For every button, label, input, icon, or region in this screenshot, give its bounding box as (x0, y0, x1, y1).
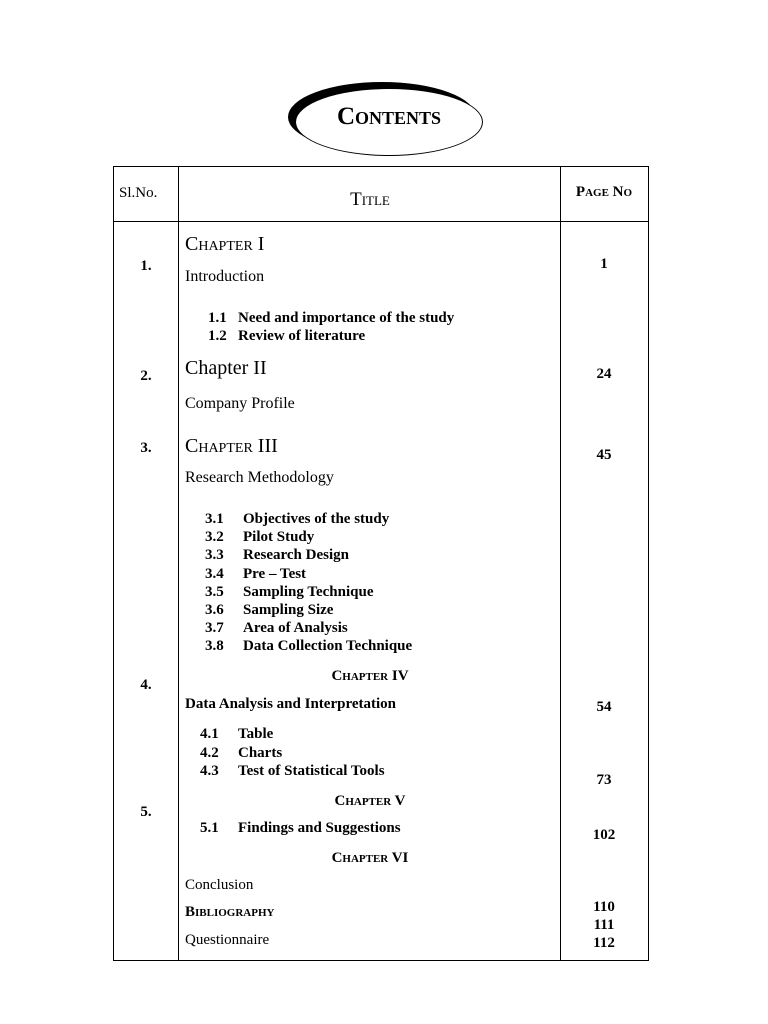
subsection-label: Test of Statistical Tools (238, 763, 385, 779)
subsection-label: Pre – Test (243, 566, 307, 582)
chapter-1-sl: 1. (140, 258, 152, 274)
subsection-number: 4.2 (200, 745, 219, 761)
subsection-3-6 (205, 602, 333, 619)
chapter-1-name: Chapter I (185, 233, 265, 255)
chapter-4-name: Chapter IV (331, 668, 409, 684)
subsection-4-2 (200, 745, 282, 762)
subsection-label: Pilot Study (243, 529, 315, 545)
conclusion-page: 110 (593, 899, 615, 915)
header-sl-no: Sl.No. (119, 185, 158, 201)
subsection-number: 3.6 (205, 602, 224, 618)
bibliography-label: Bibliography (185, 904, 275, 920)
questionnaire-label: Questionnaire (185, 932, 270, 948)
chapter-3-name: Chapter III (185, 435, 278, 457)
chapter-1-title: Introduction (185, 268, 265, 285)
chapter-5-name: Chapter V (334, 793, 406, 809)
subsection-number: 1.2 (208, 328, 227, 344)
subsection-number: 3.2 (205, 529, 224, 545)
chapter-3-sl: 3. (140, 440, 152, 456)
subsection-number: 3.5 (205, 584, 224, 600)
subsection-label: Area of Analysis (243, 620, 348, 636)
conclusion-label: Conclusion (185, 877, 254, 893)
subsection-label: Sampling Size (243, 602, 334, 618)
subsection-number: 3.7 (205, 620, 224, 636)
subsection-label: Charts (238, 745, 283, 761)
subsection-label: Research Design (243, 547, 349, 563)
subsection-3-3 (205, 547, 349, 564)
header-page-no: Page No (575, 184, 633, 200)
subsection-label: Sampling Technique (243, 584, 374, 600)
column-divider-left (178, 166, 179, 961)
header-title: Title (350, 189, 390, 210)
subsection-5-1 (200, 820, 401, 837)
chapter-2-sl: 2. (140, 368, 152, 384)
subsection-number: 3.4 (205, 566, 224, 582)
chapter-2-title: Company Profile (185, 395, 295, 412)
subsection-number: 3.8 (205, 638, 224, 654)
page-heading: Contents (336, 103, 442, 130)
subsection-label: Need and importance of the study (238, 310, 455, 326)
subsection-4-1 (200, 726, 273, 743)
subsection-3-1 (205, 511, 389, 528)
questionnaire-page: 112 (593, 935, 615, 951)
subsection-label: Review of literature (238, 328, 366, 344)
header-divider (113, 221, 649, 222)
chapter-5-page: 102 (592, 827, 616, 843)
subsection-label: Findings and Suggestions (238, 820, 401, 836)
chapter-2-page: 24 (596, 366, 612, 382)
subsection-3-8 (205, 638, 412, 655)
subsection-3-2 (205, 529, 314, 546)
chapter-3-title: Research Methodology (185, 469, 334, 486)
bibliography-page: 111 (593, 917, 615, 933)
chapter-2-name: Chapter II (185, 357, 267, 379)
chapter-3-page: 45 (596, 447, 612, 463)
chapter-1-page: 1 (600, 256, 608, 272)
chapter-4-page: 54 (596, 699, 612, 715)
subsection-number: 1.1 (208, 310, 227, 326)
subsection-number: 4.1 (200, 726, 219, 742)
subsection-3-4 (205, 566, 306, 583)
subsection-3-5 (205, 584, 373, 601)
subsection-1-2 (208, 328, 365, 345)
subsection-number: 3.1 (205, 511, 224, 527)
subsection-3-7 (205, 620, 348, 637)
chapter-6-name: Chapter VI (331, 850, 409, 866)
subsection-label: Data Collection Technique (243, 638, 413, 654)
subsection-number: 3.3 (205, 547, 224, 563)
subsection-label: Objectives of the study (243, 511, 390, 527)
subsection-1-1 (208, 310, 454, 327)
chapter-4-subsection-page: 73 (596, 772, 612, 788)
subsection-label: Table (238, 726, 274, 742)
chapter-4-title: Data Analysis and Interpretation (185, 696, 396, 712)
subsection-number: 4.3 (200, 763, 219, 779)
subsection-number: 5.1 (200, 820, 219, 836)
subsection-4-3 (200, 763, 385, 780)
chapter-4-sl: 4. (140, 677, 152, 693)
chapter-5-sl: 5. (140, 804, 152, 820)
